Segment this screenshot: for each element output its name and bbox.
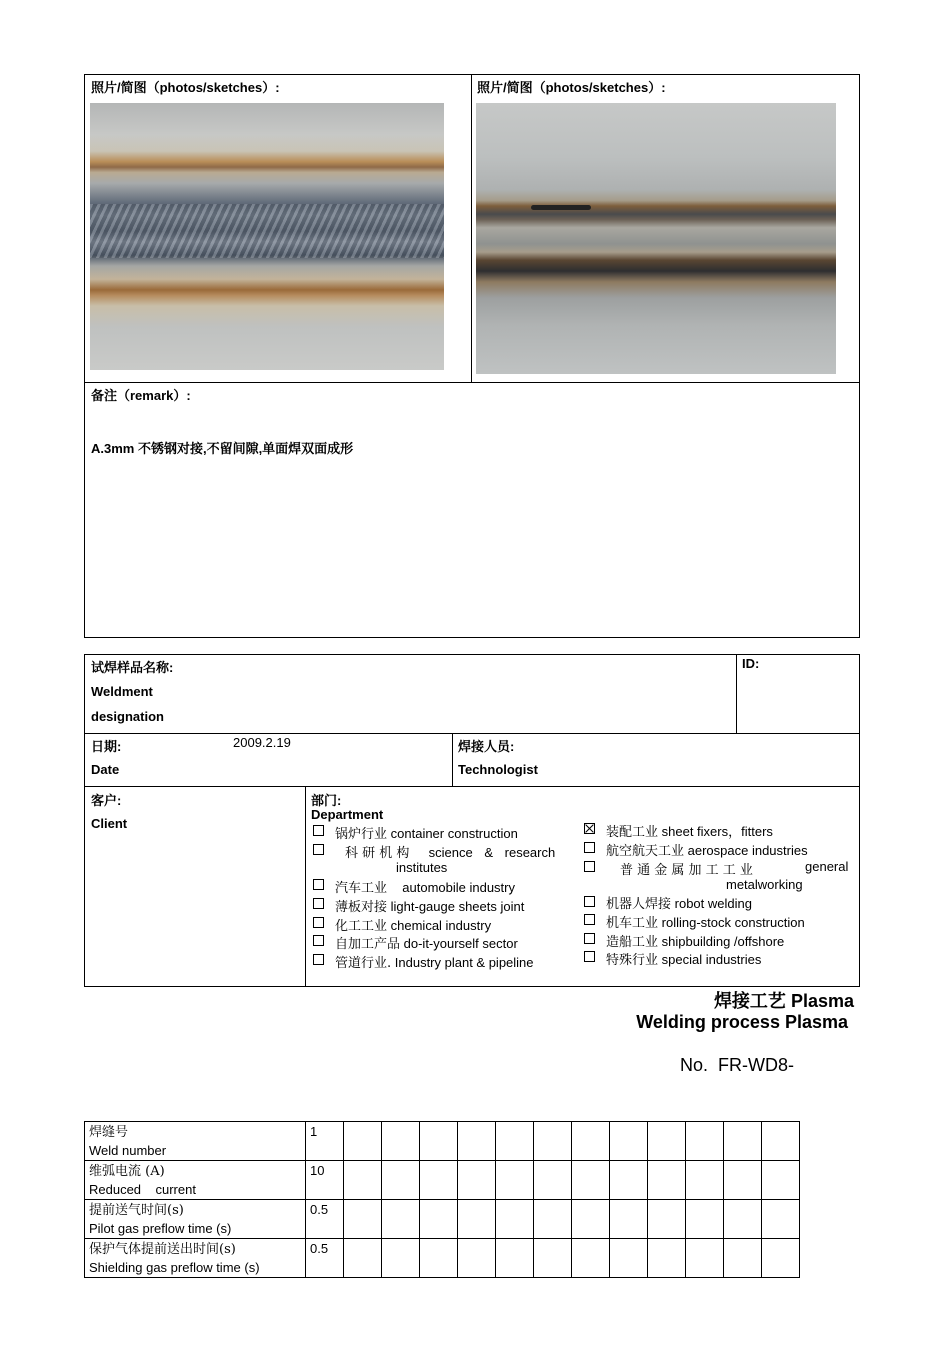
param-empty-cell[interactable] [724, 1239, 762, 1278]
param-empty-cell[interactable] [686, 1239, 724, 1278]
param-empty-cell[interactable] [572, 1239, 610, 1278]
dept-science-cn: 科 研 机 构 [345, 846, 410, 861]
dept-metalworking-cn: 普 通 金 属 加 工 工 业 [620, 863, 753, 878]
param-empty-cell[interactable] [648, 1161, 686, 1200]
param-label-cell [85, 1161, 306, 1200]
param-label-cell [85, 1122, 306, 1161]
param-empty-cell[interactable] [762, 1122, 800, 1161]
param-empty-cell[interactable] [344, 1161, 382, 1200]
param-empty-cell[interactable] [420, 1122, 458, 1161]
params-table [84, 1121, 800, 1278]
dept-checkbox-shipbuilding[interactable] [584, 933, 595, 944]
dept-checkbox-pipeline[interactable] [313, 954, 324, 965]
dept-special-cn: 特殊行业 [606, 953, 659, 968]
param-empty-cell[interactable] [534, 1239, 572, 1278]
param-empty-cell[interactable] [686, 1161, 724, 1200]
param-empty-cell[interactable] [762, 1161, 800, 1200]
dept-checkbox-chemical[interactable] [313, 917, 324, 928]
param-empty-cell[interactable] [572, 1200, 610, 1239]
param-empty-cell[interactable] [344, 1239, 382, 1278]
dept-checkbox-metalworking[interactable] [584, 861, 595, 872]
param-empty-cell[interactable] [534, 1200, 572, 1239]
dept-container-cn: 锅炉行业 [335, 827, 388, 842]
dept-pipeline-cn: 管道行业. [335, 956, 392, 971]
param-empty-cell[interactable] [344, 1122, 382, 1161]
param-empty-cell[interactable] [420, 1161, 458, 1200]
dept-robot-en: robot welding [674, 896, 752, 911]
param-empty-cell[interactable] [420, 1200, 458, 1239]
param-empty-cell[interactable] [648, 1200, 686, 1239]
dept-special-en: special industries [661, 952, 762, 967]
dept-sheet-fixers-en: sheet fixers，fitters [661, 824, 773, 839]
dept-science-en: science & research [428, 845, 556, 860]
department-label-en: Department [311, 807, 384, 822]
weldment-label-en-1: Weldment [91, 684, 153, 699]
param-value-cell[interactable]: 0.5 [306, 1200, 344, 1239]
table-row [85, 1200, 800, 1239]
param-empty-cell[interactable] [382, 1239, 420, 1278]
param-empty-cell[interactable] [724, 1161, 762, 1200]
table-row [85, 1239, 800, 1278]
param-empty-cell[interactable] [610, 1122, 648, 1161]
param-empty-cell[interactable] [724, 1200, 762, 1239]
date-value: 2009.2.19 [233, 735, 291, 750]
param-empty-cell[interactable] [572, 1161, 610, 1200]
param-empty-cell[interactable] [382, 1122, 420, 1161]
weldment-label-en-2: designation [91, 709, 164, 724]
param-empty-cell[interactable] [458, 1200, 496, 1239]
param-empty-cell[interactable] [572, 1122, 610, 1161]
dept-aerospace-en: aerospace industries [687, 843, 808, 858]
weld-photo-back [476, 103, 836, 374]
dept-shipbuilding-en: shipbuilding /offshore [661, 934, 785, 949]
param-empty-cell[interactable] [344, 1200, 382, 1239]
dept-metalworking-en-2: metalworking [726, 877, 803, 892]
process-title-cn-text: 焊接工艺 [713, 991, 786, 1012]
weldment-label-cn: 试焊样品名称: [91, 660, 174, 675]
param-empty-cell[interactable] [496, 1200, 534, 1239]
param-weld-number-en: Weld number [89, 1143, 167, 1158]
param-empty-cell[interactable] [496, 1122, 534, 1161]
param-empty-cell[interactable] [496, 1239, 534, 1278]
table-row [85, 1122, 800, 1161]
param-empty-cell[interactable] [382, 1200, 420, 1239]
department-label-cn: 部门: [311, 793, 342, 808]
dept-checkbox-rolling-stock[interactable] [584, 914, 595, 925]
dept-container-en: container construction [390, 826, 518, 841]
param-pilot-gas-cn: 提前送气时间(s) [89, 1203, 184, 1218]
dept-checkbox-sheet-fixers[interactable] [584, 823, 595, 834]
dept-rolling-stock-en: rolling-stock construction [661, 915, 805, 930]
process-number: No. FR-WD8- [680, 1055, 794, 1075]
date-label-cn: 日期: [91, 739, 122, 754]
param-shielding-gas-cn: 保护气体提前送出时间(s) [89, 1242, 236, 1257]
dept-aerospace-cn: 航空航天工业 [606, 844, 685, 859]
dept-shipbuilding-cn: 造船工业 [606, 935, 659, 950]
dept-automobile-cn: 汽车工业 [335, 881, 388, 896]
process-title-cn-plasma: Plasma [790, 991, 854, 1011]
dept-diy-en: do-it-yourself sector [403, 936, 518, 951]
param-pilot-gas-en: Pilot gas preflow time (s) [89, 1221, 232, 1236]
dept-chemical-en: chemical industry [390, 918, 492, 933]
photos-remark-divider [84, 382, 860, 383]
param-empty-cell[interactable] [762, 1239, 800, 1278]
param-empty-cell[interactable] [458, 1239, 496, 1278]
dept-light-gauge-cn: 薄板对接 [335, 900, 388, 915]
id-label: ID: [742, 656, 760, 671]
param-label-cell [85, 1239, 306, 1278]
dept-rolling-stock-cn: 机车工业 [606, 916, 659, 931]
client-label-en: Client [91, 816, 128, 831]
dept-checkbox-diy[interactable] [313, 935, 324, 946]
param-value-cell[interactable]: 10 [306, 1161, 344, 1200]
param-empty-cell[interactable] [420, 1239, 458, 1278]
dept-science-en-2: institutes [396, 860, 448, 875]
dept-light-gauge-en: light-gauge sheets joint [390, 899, 525, 914]
dept-checkbox-aerospace[interactable] [584, 842, 595, 853]
param-label-cell [85, 1200, 306, 1239]
technologist-label-en: Technologist [458, 762, 538, 777]
dept-checkbox-light-gauge[interactable] [313, 898, 324, 909]
param-empty-cell[interactable] [724, 1122, 762, 1161]
date-label-en: Date [91, 762, 120, 777]
dept-checkbox-special[interactable] [584, 951, 595, 962]
param-empty-cell[interactable] [762, 1200, 800, 1239]
param-empty-cell[interactable] [534, 1122, 572, 1161]
param-empty-cell[interactable] [382, 1161, 420, 1200]
dept-automobile-en: automobile industry [402, 880, 515, 895]
dept-sheet-fixers-cn: 装配工业 [606, 825, 659, 840]
technologist-label-cn: 焊接人员: [458, 739, 515, 754]
remark-label: 备注（remark）: [91, 388, 191, 403]
dept-checkbox-container[interactable] [313, 825, 324, 836]
param-value-cell[interactable]: 1 [306, 1122, 344, 1161]
param-empty-cell[interactable] [534, 1161, 572, 1200]
photos-divider [471, 74, 472, 382]
process-title-cn [714, 987, 854, 1013]
param-empty-cell[interactable] [458, 1161, 496, 1200]
table-row [85, 1161, 800, 1200]
weld-photo-front [90, 103, 444, 370]
param-empty-cell[interactable] [648, 1122, 686, 1161]
param-value-cell[interactable]: 0.5 [306, 1239, 344, 1278]
param-shielding-gas-en: Shielding gas preflow time (s) [89, 1260, 260, 1275]
param-empty-cell[interactable] [686, 1200, 724, 1239]
param-empty-cell[interactable] [610, 1239, 648, 1278]
param-empty-cell[interactable] [648, 1239, 686, 1278]
remark-text: A.3mm 不锈钢对接,不留间隙,单面焊双面成形 [91, 441, 354, 456]
photo-left-label: 照片/简图（photos/sketches）: [91, 80, 280, 95]
dept-robot-cn: 机器人焊接 [606, 897, 672, 912]
param-empty-cell[interactable] [610, 1200, 648, 1239]
param-empty-cell[interactable] [458, 1122, 496, 1161]
dept-metalworking-en: general [805, 859, 849, 874]
param-empty-cell[interactable] [610, 1161, 648, 1200]
param-empty-cell[interactable] [496, 1161, 534, 1200]
dept-checkbox-science[interactable] [313, 844, 324, 855]
dept-pipeline-en: Industry plant & pipeline [394, 955, 534, 970]
dept-chemical-cn: 化工工业 [335, 919, 388, 934]
param-weld-number-cn: 焊缝号 [89, 1125, 129, 1140]
dept-diy-cn: 自加工产品 [335, 937, 401, 952]
client-label-cn: 客户: [91, 793, 122, 808]
dept-checkbox-robot[interactable] [584, 896, 595, 907]
process-title-en: Welding process Plasma [636, 1012, 848, 1032]
param-reduced-current-cn: 维弧电流 (A) [89, 1164, 165, 1179]
dept-checkbox-automobile[interactable] [313, 879, 324, 890]
photo-right-label: 照片/简图（photos/sketches）: [477, 80, 666, 95]
param-reduced-current-en: Reduced current [89, 1182, 196, 1197]
param-empty-cell[interactable] [686, 1122, 724, 1161]
